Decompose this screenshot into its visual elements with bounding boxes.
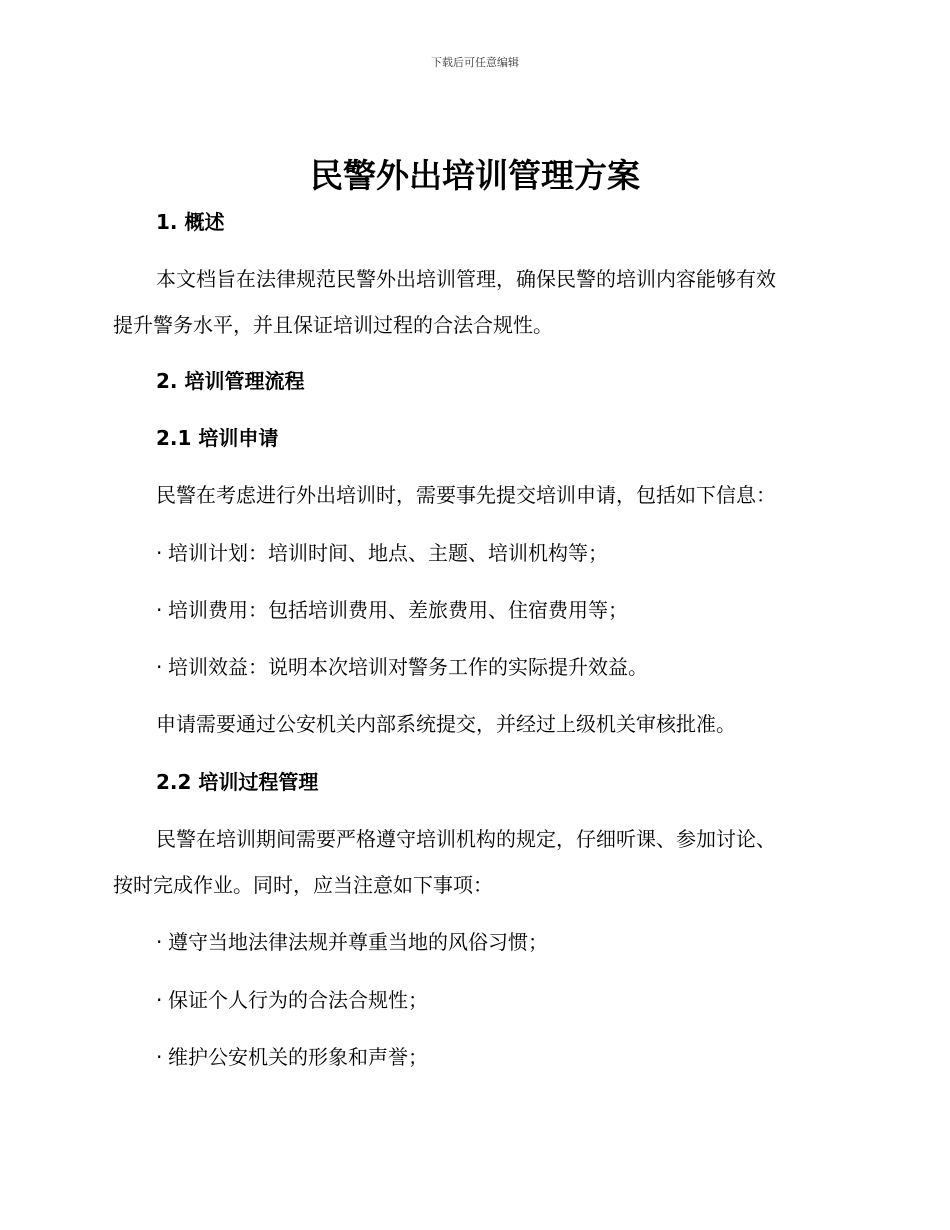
list-item bbox=[156, 652, 648, 682]
section-2-2-heading: 2.2 培训过程管理 bbox=[156, 770, 319, 794]
header-note: 下载后可任意编辑 bbox=[431, 56, 519, 69]
list-item-text: 保证个人行为的合法合规性； bbox=[168, 988, 428, 1012]
list-item bbox=[156, 1042, 428, 1072]
list-item-text: 培训费用：包括培训费用、差旅费用、住宿费用等； bbox=[168, 598, 628, 622]
section-2-2-paragraph-line-2: 按时完成作业。同时，应当注意如下事项： bbox=[113, 873, 493, 897]
list-item-text: 维护公安机关的形象和声誉； bbox=[168, 1045, 428, 1069]
bullet-icon: · bbox=[156, 541, 163, 565]
list-item-text: 培训计划：培训时间、地点、主题、培训机构等； bbox=[168, 541, 608, 565]
list-item bbox=[156, 595, 628, 625]
bullet-icon: · bbox=[156, 988, 163, 1012]
list-item-text: 培训效益：说明本次培训对警务工作的实际提升效益。 bbox=[168, 655, 648, 679]
bullet-icon: · bbox=[156, 655, 163, 679]
list-item bbox=[156, 927, 548, 957]
list-item-text: 遵守当地法律法规并尊重当地的风俗习惯； bbox=[168, 930, 548, 954]
section-1-paragraph-line-2: 提升警务水平，并且保证培训过程的合法合规性。 bbox=[113, 313, 553, 337]
section-2-1-heading: 2.1 培训申请 bbox=[156, 426, 279, 450]
bullet-icon: · bbox=[156, 598, 163, 622]
list-item bbox=[156, 538, 608, 568]
section-1-heading: 1. 概述 bbox=[156, 210, 225, 234]
section-2-1-intro: 民警在考虑进行外出培训时，需要事先提交培训申请，包括如下信息： bbox=[156, 483, 776, 507]
section-2-1-closing: 申请需要通过公安机关内部系统提交，并经过上级机关审核批准。 bbox=[156, 712, 736, 736]
section-2-heading: 2. 培训管理流程 bbox=[156, 369, 305, 393]
document-title: 民警外出培训管理方案 bbox=[310, 156, 640, 195]
section-1-paragraph-line-1: 本文档旨在法律规范民警外出培训管理，确保民警的培训内容能够有效 bbox=[156, 267, 776, 291]
list-item bbox=[156, 985, 428, 1015]
bullet-icon: · bbox=[156, 1045, 163, 1069]
bullet-icon: · bbox=[156, 930, 163, 954]
section-2-2-paragraph-line-1: 民警在培训期间需要严格遵守培训机构的规定，仔细听课、参加讨论、 bbox=[156, 827, 776, 851]
